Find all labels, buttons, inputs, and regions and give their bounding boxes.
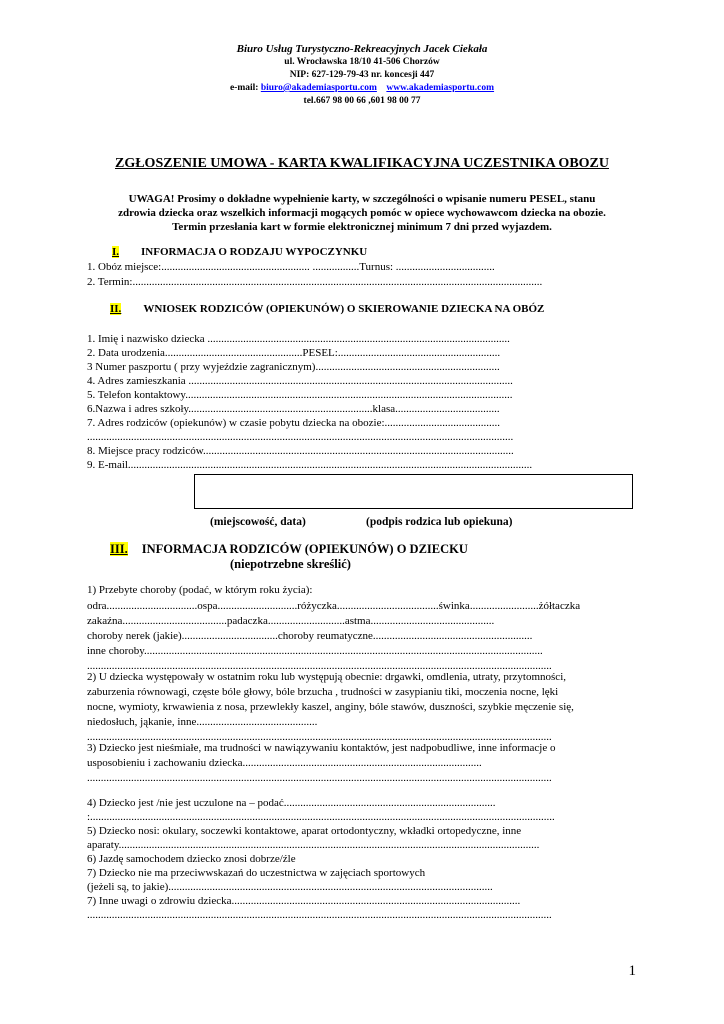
form-field-school[interactable]: 6.Nazwa i adres szkoły...................................................................klasa...................................... — [87, 403, 500, 415]
section-3-number: III. — [110, 542, 128, 556]
form-field-phone[interactable]: 5. Telefon kontaktowy....................................................................................................................... — [87, 389, 513, 401]
form-field-child-name[interactable]: 1. Imię i nazwisko dziecka .............................................................................................................. — [87, 333, 510, 345]
health-line: 6) Jazdę samochodem dziecko znosi dobrze/źle — [87, 853, 296, 865]
health-line: 2) U dziecka występowały w ostatnim roku lub występują obecnie: drgawki, omdlenia, utraty, przytomności, — [87, 671, 566, 683]
form-field-term[interactable]: 2. Termin:..................................................................................................................................................... — [87, 276, 543, 288]
signature-box[interactable] — [194, 474, 633, 509]
form-field-email[interactable]: 9. E-mail................................................................................................................................................... — [87, 459, 533, 471]
health-line: 7) Dziecko nie ma przeciwwskazań do uczestnictwa w zajęciach sportowych — [87, 867, 426, 879]
health-field[interactable]: ......................................................................................................................................................................... — [87, 772, 552, 784]
health-field[interactable]: choroby nerek (jakie)...................................choroby reumatyczne.......................................................... — [87, 630, 533, 642]
form-title: ZGŁOSZENIE UMOWA - KARTA KWALIFIKACYJNA UCZESTNIKA OBOZU — [114, 156, 609, 171]
health-field[interactable]: inne choroby................................................................................................................................................. — [87, 645, 543, 657]
email-prefix: e-mail: — [229, 83, 261, 93]
section-1-number: I. — [112, 246, 120, 258]
contact-email-line — [0, 83, 724, 93]
form-field-passport[interactable]: 3 Numer paszportu ( przy wyjeździe zagranicznym)................................................................... — [87, 361, 500, 373]
health-field[interactable]: ......................................................................................................................................................................... — [87, 660, 552, 672]
form-field-continuation[interactable]: ........................................................................................................................................................... — [87, 431, 514, 443]
health-line: 1) Przebyte choroby (podać, w którym roku życia): — [87, 584, 313, 596]
company-phone: tel.667 98 00 66 ,601 98 00 77 — [303, 96, 421, 106]
section-2-heading — [110, 303, 544, 315]
health-line: zaburzenia równowagi, częste bóle głowy, bóle brzucha , trudności w zasypianiu tiki, moczenia nocne, lęki — [87, 686, 559, 698]
signature-label: (podpis rodzica lub opiekuna) — [366, 516, 513, 528]
notice-line: Termin przesłania kart w formie elektronicznej minimum 7 dni przed wyjazdem. — [172, 221, 552, 233]
health-field[interactable]: 7) Inne uwagi o zdrowiu dziecka......................................................................................................... — [87, 895, 521, 907]
company-name: Biuro Usług Turystyczno-Rekreacyjnych Jacek Ciekała — [236, 43, 488, 55]
health-field[interactable]: 4) Dziecko jest /nie jest uczulone na – podać............................................................................. — [87, 797, 496, 809]
section-3-heading — [110, 542, 468, 557]
health-line: 3) Dziecko jest nieśmiałe, ma trudności w nawiązywaniu kontaktów, jest nadpobudliwe, inne informacje o — [87, 742, 556, 754]
website-link[interactable]: www.akademiasportu.com — [386, 83, 495, 93]
form-field-parents-address[interactable]: 7. Adres rodziców (opiekunów) w czasie pobytu dziecka na obozie:.......................................... — [87, 417, 501, 429]
form-field-birth-date-pesel[interactable]: 2. Data urodzenia..................................................PESEL:........................................................... — [87, 347, 501, 359]
place-date-label: (miejscowość, data) — [210, 516, 306, 528]
page-number: 1 — [628, 963, 636, 979]
form-field-address[interactable]: 4. Adres zamieszkania ...................................................................................................................... — [87, 375, 513, 387]
section-2-number: II. — [110, 303, 122, 315]
health-line: 5) Dziecko nosi: okulary, soczewki kontaktowe, aparat ortodontyczny, wkładki ortopedyczne, inne — [87, 825, 522, 837]
section-1-heading — [112, 246, 367, 258]
company-nip: NIP: 627-129-79-43 nr. koncesji 447 — [289, 70, 435, 80]
notice-line: zdrowia dziecka oraz wszelkich informacji mogących pomóc w opiece wychowawcom dziecka na obozie. — [118, 207, 606, 219]
form-field-parents-work[interactable]: 8. Miejsce pracy rodziców................................................................................................................. — [87, 445, 514, 457]
health-field[interactable]: :......................................................................................................................................................................... — [87, 811, 555, 823]
section-3-subtitle: (niepotrzebne skreślić) — [230, 557, 351, 571]
health-field[interactable]: zakaźna......................................padaczka............................astma............................................. — [87, 615, 495, 627]
section-3-title: INFORMACJA RODZICÓW (OPIEKUNÓW) O DZIECKU — [141, 542, 468, 556]
health-field[interactable]: usposobieniu i zachowaniu dziecka....................................................................................... — [87, 757, 482, 769]
company-address: ul. Wrocławska 18/10 41-506 Chorzów — [284, 57, 440, 67]
health-field[interactable]: aparaty......................................................................................................................................................... — [87, 839, 540, 851]
health-field[interactable]: odra.................................ospa.............................różyczka.....................................świnka.........................żółtaczka — [87, 600, 581, 612]
health-field[interactable]: (jeżeli są, to jakie)...................................................................................................................... — [87, 881, 493, 893]
form-field-camp-place[interactable]: 1. Obóz miejsce:...................................................... .................Turnus: .................................... — [87, 261, 495, 273]
email-link[interactable]: biuro@akademiasportu.com — [260, 83, 377, 93]
health-field[interactable]: ......................................................................................................................................................................... — [87, 731, 552, 743]
section-1-title: INFORMACJA O RODZAJU WYPOCZYNKU — [141, 246, 368, 258]
notice-line: UWAGA! Prosimy o dokładne wypełnienie karty, w szczególności o wpisanie numeru PESEL, stanu — [128, 193, 596, 205]
section-2-title: WNIOSEK RODZICÓW (OPIEKUNÓW) O SKIEROWANIE DZIECKA NA OBÓZ — [143, 303, 545, 315]
health-field[interactable]: ......................................................................................................................................................................... — [87, 909, 552, 921]
health-line: nocne, wymioty, krwawienia z nosa, przewlekły kaszel, anginy, bóle stawów, duszności, szybkie męczenie się, — [87, 701, 574, 713]
health-field[interactable]: niedosłuch, jąkanie, inne............................................ — [87, 716, 318, 728]
